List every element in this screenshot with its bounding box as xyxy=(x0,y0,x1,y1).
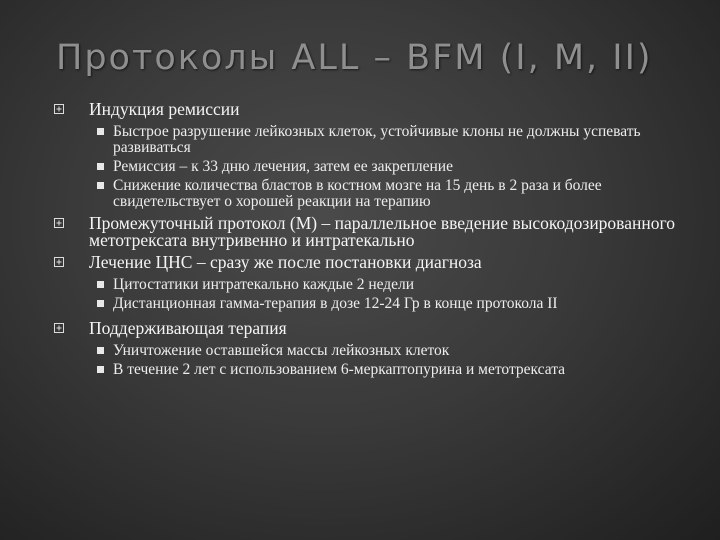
list-item-text: Дистанционная гамма-терапия в дозе 12-24 Гр в конце протокола II xyxy=(113,295,558,312)
list-item-text: Снижение количества бластов в костном мозге на 15 день в 2 раза и более свидетельствует о хорошей реакции на терапию xyxy=(113,177,602,210)
box-bullet-icon xyxy=(54,323,64,333)
square-bullet-icon xyxy=(97,163,104,170)
list-item-text: Цитостатики интратекально каждые 2 недели xyxy=(113,276,415,293)
list-item xyxy=(52,159,692,175)
list-item-text: Ремиссия – к 33 дню лечения, затем ее закрепление xyxy=(113,158,453,175)
section-heading: Индукция ремиссии xyxy=(89,99,240,119)
square-bullet-icon xyxy=(97,182,104,189)
list-item xyxy=(52,277,692,293)
section-heading: Поддерживающая терапия xyxy=(89,318,287,338)
square-bullet-icon xyxy=(97,128,104,135)
section-cns-treatment xyxy=(52,254,692,271)
list-item xyxy=(52,178,692,210)
list-item xyxy=(52,296,692,312)
section-intermediate-protocol xyxy=(52,215,692,249)
list-item xyxy=(52,124,692,156)
slide-body xyxy=(52,101,692,378)
section-induction xyxy=(52,101,692,118)
box-bullet-icon xyxy=(54,218,64,228)
section-heading: Промежуточный протокол (М) – параллельное введение высокодозированного метотрексата внутривенно и интратекально xyxy=(89,213,675,250)
square-bullet-icon xyxy=(97,347,104,354)
square-bullet-icon xyxy=(97,281,104,288)
box-bullet-icon xyxy=(54,104,64,114)
box-bullet-icon xyxy=(54,257,64,267)
list-item-text: В течение 2 лет с использованием 6-меркаптопурина и метотрексата xyxy=(113,361,566,378)
square-bullet-icon xyxy=(97,300,104,307)
list-item xyxy=(52,362,692,378)
square-bullet-icon xyxy=(97,366,104,373)
list-item-text: Быстрое разрушение лейкозных клеток, устойчивые клоны не должны успевать развиваться xyxy=(113,123,641,156)
section-maintenance-therapy xyxy=(52,320,692,337)
slide-title: Протоколы ALL – BFM (I, M, II) xyxy=(56,38,653,78)
section-heading: Лечение ЦНС – сразу же после постановки диагноза xyxy=(89,252,482,272)
list-item xyxy=(52,343,692,359)
list-item-text: Уничтожение оставшейся массы лейкозных клеток xyxy=(113,342,450,359)
